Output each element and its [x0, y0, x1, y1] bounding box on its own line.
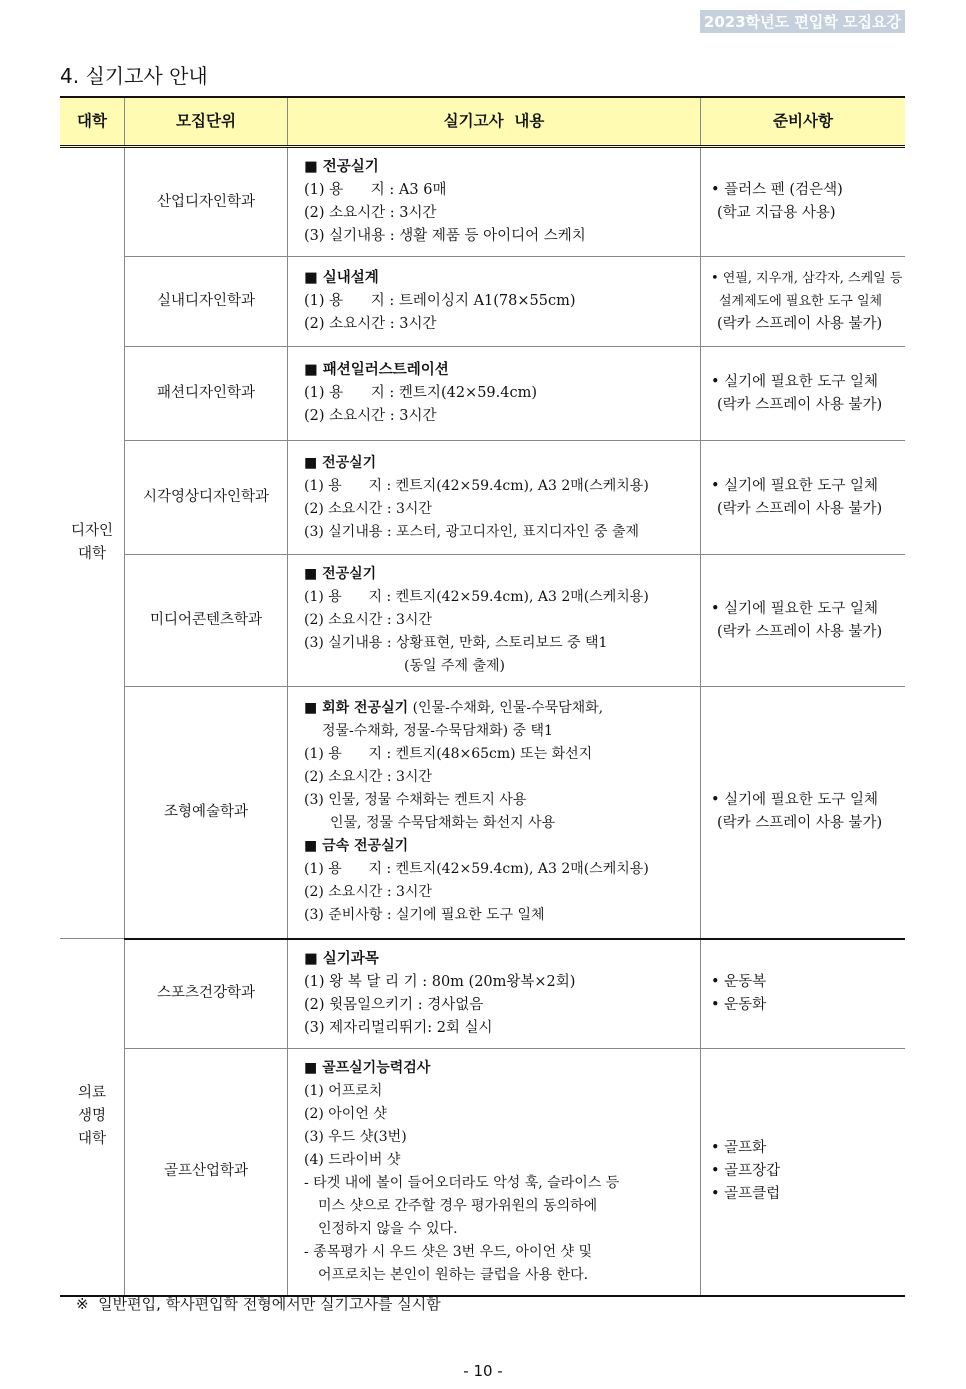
prep-line: • 플러스 펜 (검은색): [711, 182, 843, 198]
prep-line: • 실기에 필요한 도구 일체: [711, 600, 879, 617]
prep-cell: [701, 147, 906, 257]
content-cell: [288, 257, 701, 347]
table-row: [60, 939, 905, 1049]
prep-line: (락카 스프레이 사용 불가): [717, 815, 883, 832]
content-line: (1) 왕 복 달 리 기 : 80m (20m왕복×2회): [304, 973, 576, 990]
prep-cell: [701, 257, 906, 347]
dept-cell: 패션디자인학과: [125, 347, 288, 441]
content-line: (2) 윗몸일으키기 : 경사없음: [304, 996, 484, 1013]
prep-cell: [701, 441, 906, 555]
content-heading: ■ 실내설계: [304, 270, 379, 286]
table-row: [60, 1048, 905, 1296]
table-row: [60, 441, 905, 555]
content-line: (1) 용 지 : 켄트지(42×59.4cm), A3 2매(스케치용): [304, 861, 649, 878]
content-cell: [288, 1048, 701, 1296]
content-cell: [288, 347, 701, 441]
prep-line: 설계제도에 필요한 도구 일체: [719, 294, 883, 309]
content-heading: ■ 실기과목: [304, 950, 379, 967]
prep-line: (락카 스프레이 사용 불가): [717, 396, 883, 413]
prep-line: (락카 스프레이 사용 불가): [717, 316, 883, 332]
dept-cell: 스포츠건강학과: [125, 939, 288, 1049]
content-line: (1) 어프로치: [304, 1082, 383, 1099]
content-line: (2) 소요시간 : 3시간: [304, 408, 437, 424]
college-name: 의료 생명 대학: [77, 1085, 106, 1148]
prep-line: • 실기에 필요한 도구 일체: [711, 477, 879, 494]
content-heading: ■ 전공실기: [304, 454, 377, 471]
table-row: [60, 257, 905, 347]
prep-line: (락카 스프레이 사용 불가): [717, 500, 883, 517]
college-name: 디자인 대학: [70, 523, 114, 562]
content-line: (2) 소요시간 : 3시간: [304, 500, 432, 517]
content-line: (3) 우드 샷(3번): [304, 1128, 407, 1145]
table-header-row: [60, 97, 905, 147]
prep-cell: [701, 1048, 906, 1296]
prep-cell: [701, 555, 906, 687]
content-line: - 타겟 내에 볼이 들어오더라도 악성 훅, 슬라이스 등: [304, 1174, 620, 1191]
content-line: (1) 용 지 : 켄트지(48×65cm) 또는 화선지: [304, 746, 593, 763]
document-header-badge: 2023학년도 편입학 모집요강: [700, 10, 905, 33]
content-line: (2) 소요시간 : 3시간: [304, 205, 437, 221]
dept-cell: 산업디자인학과: [125, 147, 288, 257]
content-cell: [288, 687, 701, 939]
table-row: [60, 347, 905, 441]
header-college: 대학: [60, 97, 125, 147]
content-line: (2) 소요시간 : 3시간: [304, 316, 437, 332]
content-line: (1) 용 지 : 켄트지(42×59.4cm), A3 2매(스케치용): [304, 589, 649, 605]
content-cell: [288, 939, 701, 1049]
content-line: (1) 용 지 : 켄트지(42×59.4cm): [304, 385, 538, 401]
content-line: (2) 소요시간 : 3시간: [304, 884, 432, 901]
prep-line: • 운동화: [711, 996, 767, 1013]
prep-line: • 골프장갑: [711, 1163, 781, 1179]
content-heading: ■ 회화 전공실기: [304, 700, 409, 717]
dept-cell: 골프산업학과: [125, 1048, 288, 1296]
header-content: 실기고사 내용: [288, 97, 701, 147]
content-line: (1) 용 지 : A3 6매: [304, 182, 447, 198]
content-line: (3) 준비사항 : 실기에 필요한 도구 일체: [304, 907, 545, 924]
content-line: 정물-수채화, 정물-수묵담채화) 중 택1: [322, 723, 553, 740]
content-line: 인물, 정물 수묵담채화는 화선지 사용: [330, 815, 556, 832]
prep-cell: [701, 939, 906, 1049]
dept-cell: 실내디자인학과: [125, 257, 288, 347]
content-line: (동일 주제 출제): [404, 658, 505, 674]
dept-cell: 미디어콘텐츠학과: [125, 555, 288, 687]
content-line: (2) 소요시간 : 3시간: [304, 612, 432, 628]
dept-cell: 조형예술학과: [125, 687, 288, 939]
prep-cell: [701, 347, 906, 441]
content-heading: ■ 전공실기: [304, 159, 379, 175]
content-line: (인물-수채화, 인물-수묵담채화,: [408, 700, 604, 717]
header-dept: 모집단위: [125, 97, 288, 147]
prep-line: • 실기에 필요한 도구 일체: [711, 792, 879, 809]
content-cell: [288, 147, 701, 257]
content-heading: ■ 전공실기: [304, 566, 377, 582]
content-line: (1) 용 지 : 트레이싱지 A1(78×55cm): [304, 293, 576, 309]
table-row: [60, 555, 905, 687]
content-line: (4) 드라이버 샷: [304, 1151, 401, 1168]
content-line: 어프로치는 본인이 원하는 클럽을 사용 한다.: [318, 1266, 589, 1283]
content-line: - 종목평가 시 우드 샷은 3번 우드, 아이언 샷 및: [304, 1243, 593, 1260]
header-prep: 준비사항: [701, 97, 906, 147]
prep-line: • 운동복: [711, 973, 767, 990]
content-cell: [288, 555, 701, 687]
content-line: (3) 실기내용 : 상황표현, 만화, 스토리보드 중 택1: [304, 635, 608, 651]
prep-line: (학교 지급용 사용): [717, 205, 836, 221]
content-line: (3) 제자리멀리뛰기: 2회 실시: [304, 1019, 493, 1036]
dept-cell: 시각영상디자인학과: [125, 441, 288, 555]
table-row: [60, 687, 905, 939]
college-cell: [60, 147, 125, 939]
page-number: - 10 -: [463, 1362, 503, 1380]
content-line: (3) 실기내용 : 생활 제품 등 아이디어 스케치: [304, 228, 586, 244]
content-line: (3) 인물, 정물 수채화는 켄트지 사용: [304, 792, 527, 809]
prep-line: • 실기에 필요한 도구 일체: [711, 373, 879, 390]
content-line: (1) 용 지 : 켄트지(42×59.4cm), A3 2매(스케치용): [304, 477, 649, 494]
content-heading: ■ 금속 전공실기: [304, 838, 409, 855]
prep-line: (락카 스프레이 사용 불가): [717, 623, 883, 640]
prep-cell: [701, 687, 906, 939]
prep-line: • 골프클럽: [711, 1186, 781, 1202]
content-line: 인정하지 않을 수 있다.: [318, 1220, 458, 1237]
content-cell: [288, 441, 701, 555]
content-line: 미스 샷으로 간주할 경우 평가위원의 동의하에: [318, 1197, 598, 1214]
college-cell: [60, 939, 125, 1296]
footnote: ※ 일반편입, 학사편입학 전형에서만 실기고사를 실시함: [76, 1295, 441, 1313]
content-heading: ■ 패션일러스트레이션: [304, 362, 449, 378]
content-line: (2) 아이언 샷: [304, 1105, 387, 1122]
content-heading: ■ 골프실기능력검사: [304, 1059, 431, 1076]
prep-line: • 골프화: [711, 1140, 767, 1156]
content-line: (3) 실기내용 : 포스터, 광고디자인, 표지디자인 중 출제: [304, 523, 640, 540]
section-title: 4. 실기고사 안내: [60, 64, 208, 88]
content-line: (2) 소요시간 : 3시간: [304, 769, 432, 786]
prep-line: • 연필, 지우개, 삼각자, 스케일 등: [711, 271, 903, 286]
practical-exam-table: [60, 96, 905, 1297]
table-row: [60, 147, 905, 257]
